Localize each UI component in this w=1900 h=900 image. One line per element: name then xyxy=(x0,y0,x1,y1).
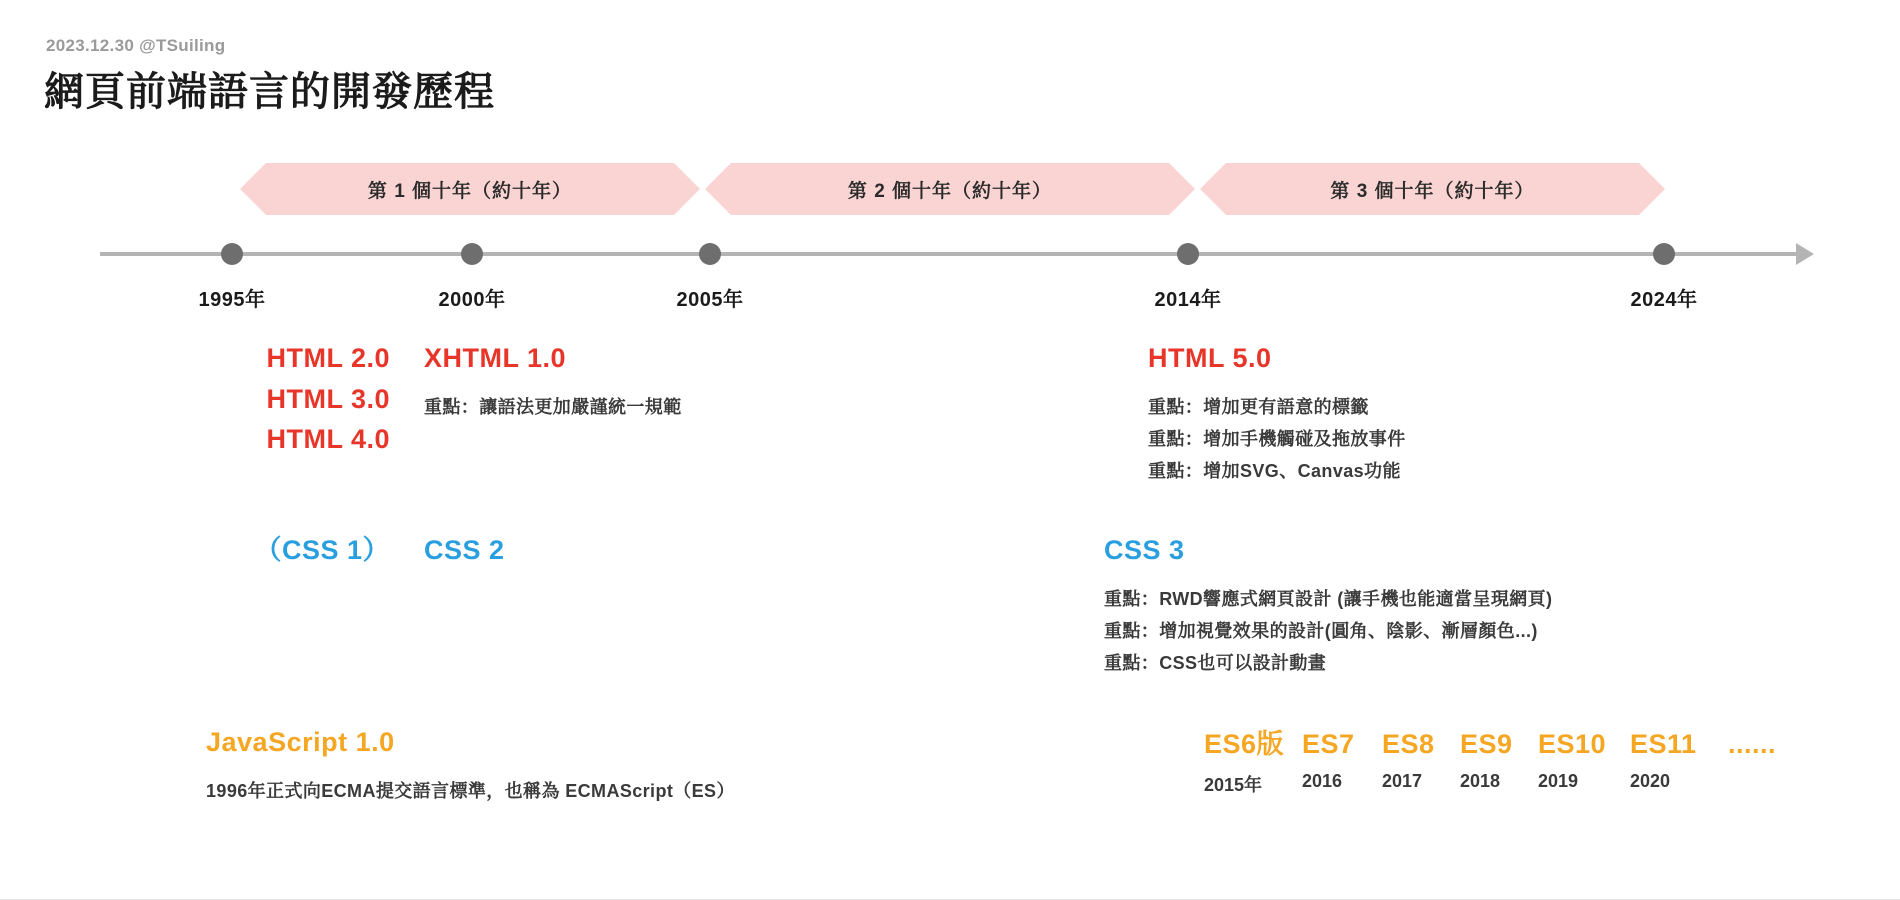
html-1995-title: HTML 4.0 xyxy=(266,424,390,454)
timeline-marker-dot xyxy=(221,243,243,265)
timeline-marker-dot xyxy=(1177,243,1199,265)
xhtml-2000-bullet: 重點：讓語法更加嚴謹統一規範 xyxy=(424,396,682,417)
css1-title: （CSS 1） xyxy=(254,535,390,565)
es-version-row xyxy=(1204,722,1776,761)
es-version-label: ES11 xyxy=(1630,729,1697,759)
xhtml-2000-title: XHTML 1.0 xyxy=(424,343,567,373)
es-version-label: ES8 xyxy=(1382,729,1435,759)
es-version-ellipsis: ...... xyxy=(1728,729,1777,759)
timeline-year-label: 2024年 xyxy=(1630,289,1698,311)
meta-date-author: 2023.12.30 @TSuiling xyxy=(46,36,226,55)
timeline-year-label: 2014年 xyxy=(1154,289,1222,311)
timeline-axis xyxy=(100,252,1800,256)
css3-bullet: 重點：CSS也可以設計動畫 xyxy=(1104,652,1327,673)
css2-title: CSS 2 xyxy=(424,535,505,565)
timeline-year-label: 2005年 xyxy=(676,289,744,311)
html-2014-group xyxy=(1148,338,1406,487)
html5-bullet: 重點：增加更有語意的標籤 xyxy=(1148,396,1369,417)
decade-band-2 xyxy=(705,163,1195,215)
javascript-title: JavaScript 1.0 xyxy=(206,727,395,757)
decade-band-1 xyxy=(240,163,700,215)
es-year-label: 2016 xyxy=(1302,771,1343,791)
es-version-label: ES6版 xyxy=(1204,729,1285,759)
html-1995-group xyxy=(110,338,390,460)
decade-band-2-label: 第 2 個十年（約十年） xyxy=(847,180,1053,202)
decade-band-3-label: 第 3 個十年（約十年） xyxy=(1330,180,1535,202)
css3-bullet: 重點：RWD響應式網頁設計 (讓手機也能適當呈現網頁) xyxy=(1104,588,1553,609)
timeline-year-label: 1995年 xyxy=(198,289,266,311)
css-2000-group xyxy=(424,530,505,571)
timeline-year-label: 2000年 xyxy=(438,289,506,311)
html-1995-title: HTML 2.0 xyxy=(266,343,390,373)
timeline-marker-dot xyxy=(461,243,483,265)
es-version-label: ES9 xyxy=(1460,729,1513,759)
js-2014-group xyxy=(1204,722,1776,797)
es-year-label: 2015年 xyxy=(1204,775,1263,795)
timeline-arrow-head-icon xyxy=(1796,243,1814,265)
css-1995-group xyxy=(110,530,390,571)
javascript-bullet: 1996年正式向ECMA提交語言標準，也稱為 ECMAScript（ES） xyxy=(206,780,735,801)
decade-band-3 xyxy=(1200,163,1665,215)
timeline-marker-dot xyxy=(699,243,721,265)
es-year-label: 2020 xyxy=(1630,771,1671,791)
es-year-row xyxy=(1204,771,1776,797)
css3-title: CSS 3 xyxy=(1104,535,1185,565)
decade-band-group xyxy=(0,163,1900,215)
decade-band-1-label: 第 1 個十年（約十年） xyxy=(367,180,573,202)
html5-bullet: 重點：增加SVG、Canvas功能 xyxy=(1148,460,1401,481)
html-1995-title: HTML 3.0 xyxy=(266,383,390,414)
html5-title: HTML 5.0 xyxy=(1148,343,1272,373)
es-year-label: 2019 xyxy=(1538,771,1579,791)
js-2000-group xyxy=(206,722,735,807)
html-2000-group xyxy=(424,338,682,423)
timeline-marker-dot xyxy=(1653,243,1675,265)
css-2014-group xyxy=(1104,530,1552,679)
es-year-label: 2017 xyxy=(1382,771,1423,791)
html5-bullet: 重點：增加手機觸碰及拖放事件 xyxy=(1148,428,1406,449)
css3-bullet: 重點：增加視覺效果的設計(圓角、陰影、漸層顏色...) xyxy=(1104,620,1538,641)
es-version-label: ES10 xyxy=(1538,729,1607,759)
page-title: 網頁前端語言的開發歷程 xyxy=(44,70,495,114)
es-year-label: 2018 xyxy=(1460,771,1501,791)
es-version-label: ES7 xyxy=(1302,729,1355,759)
